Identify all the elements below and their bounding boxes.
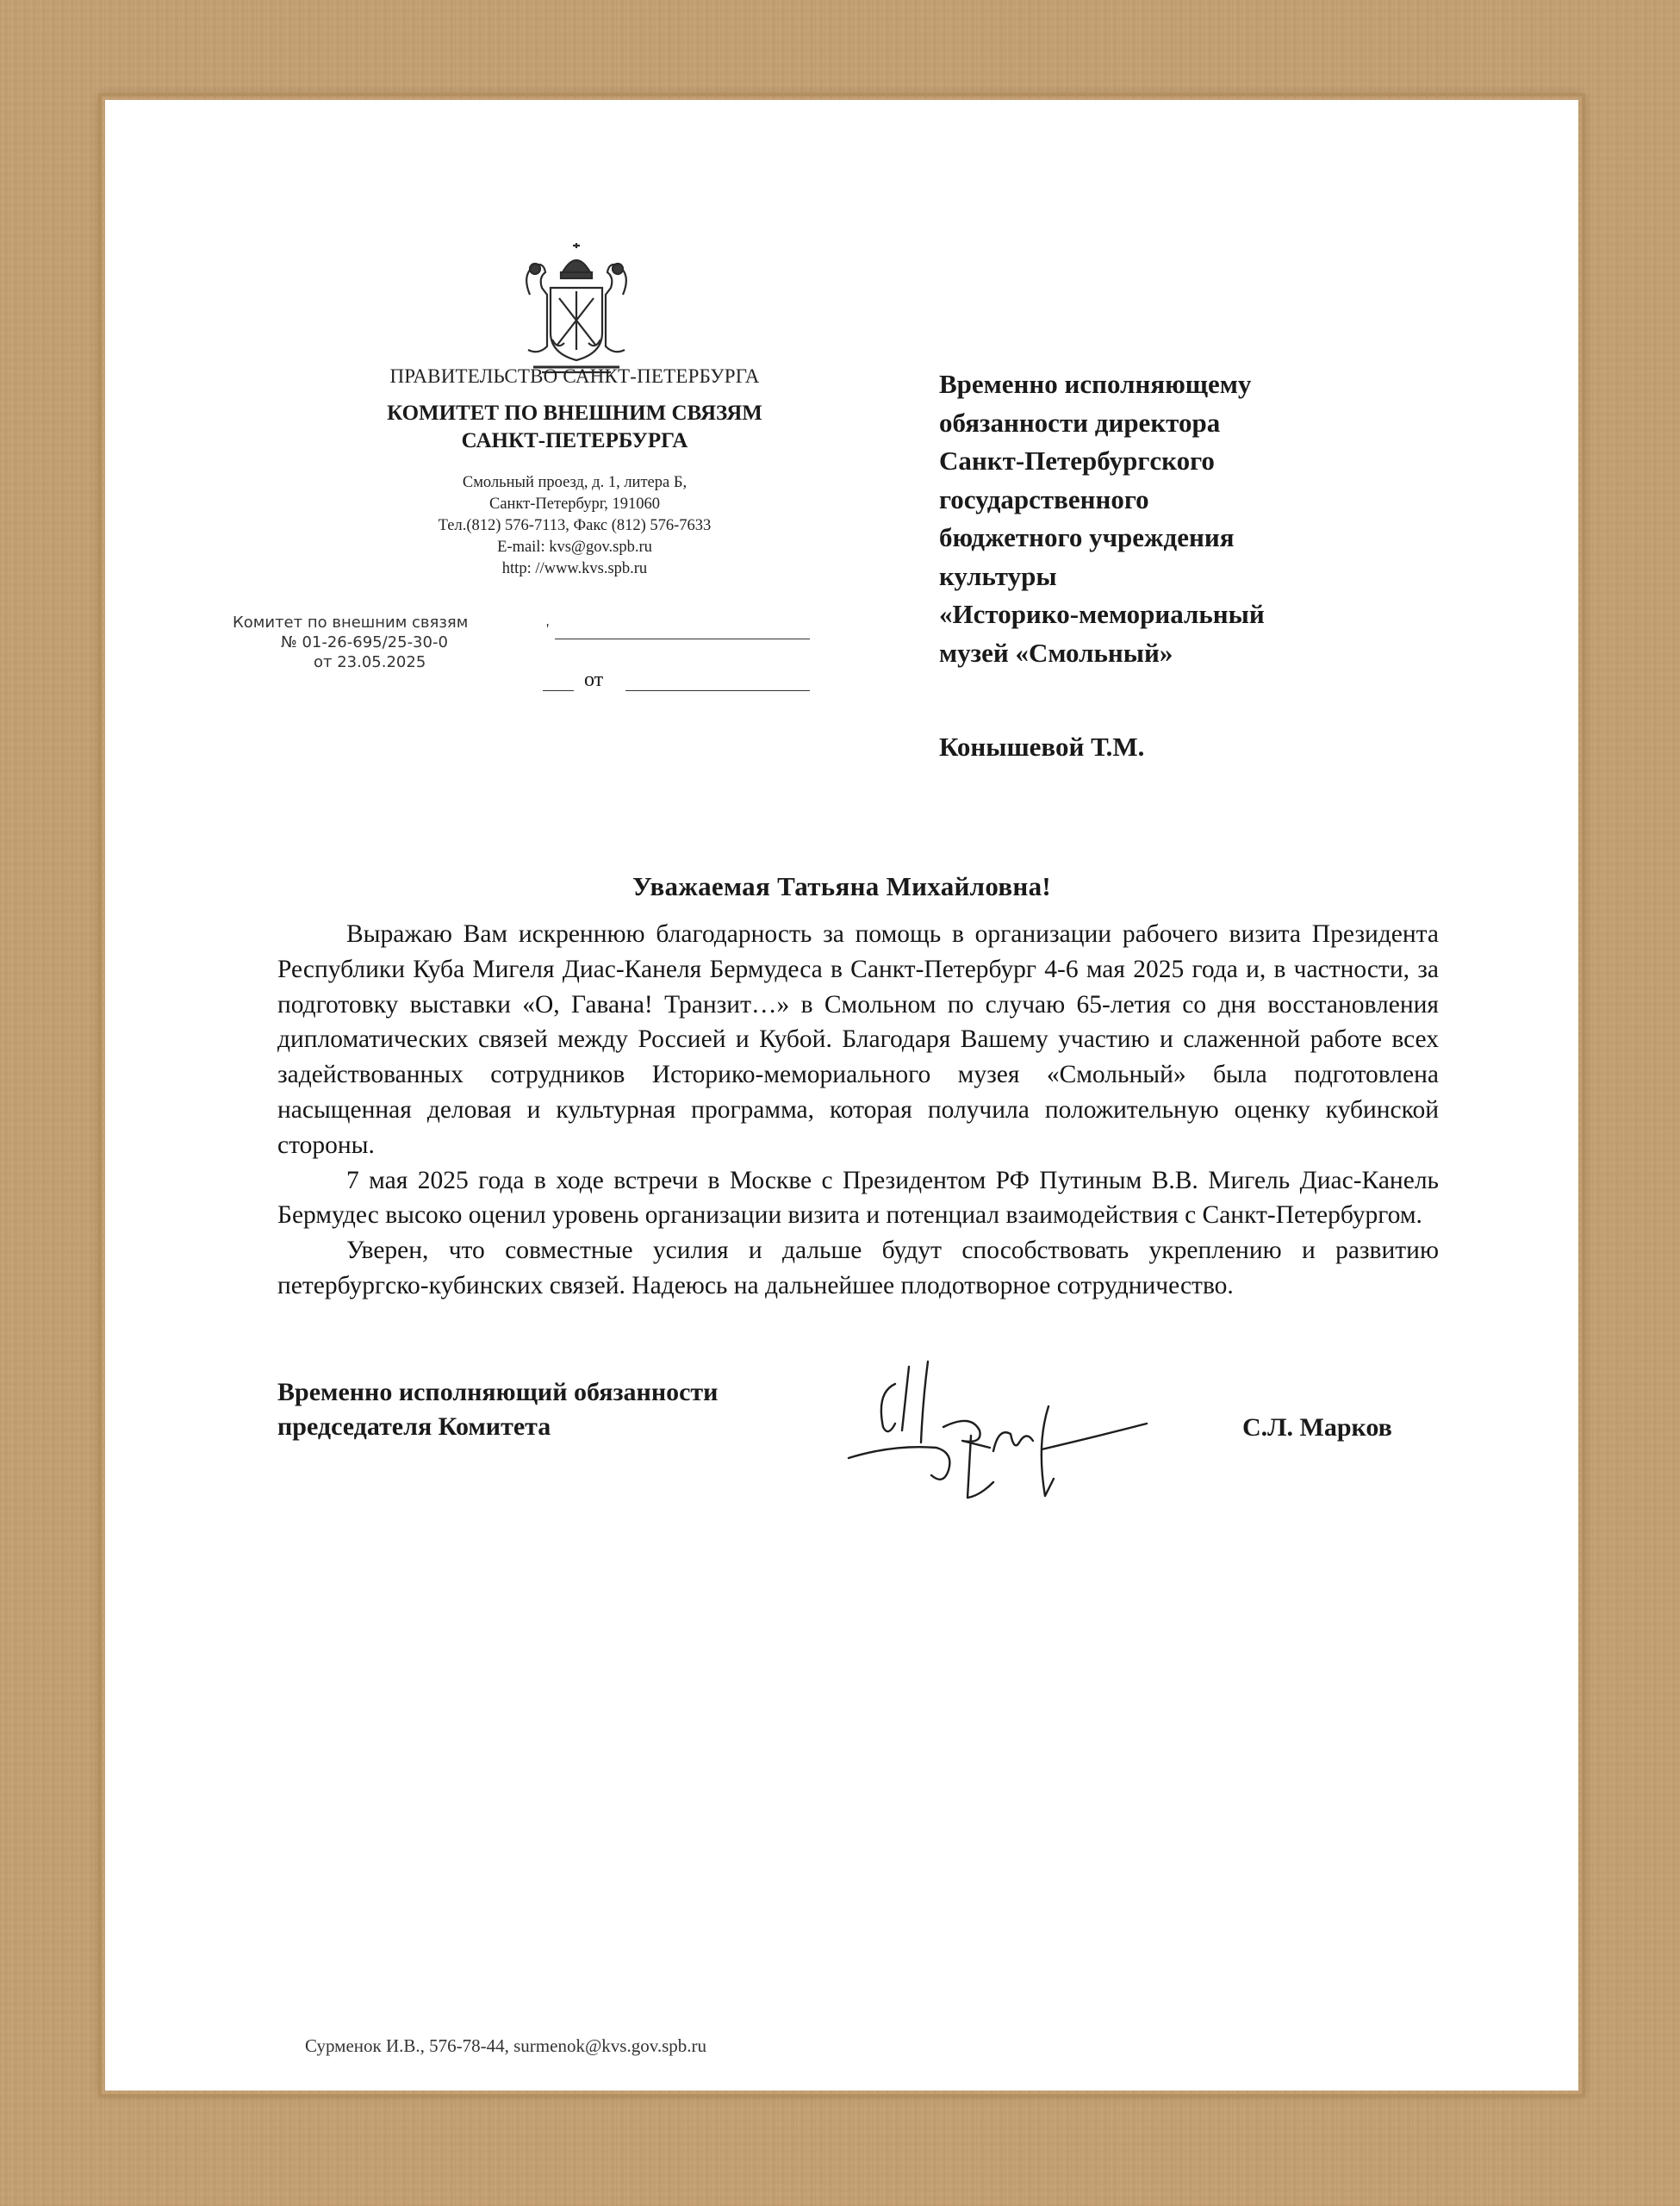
address-line: Смольный проезд, д. 1, литера Б, <box>462 474 688 491</box>
signatory-title <box>277 1375 880 1444</box>
body-paragraph: Уверен, что совместные усилия и дальше будут способствовать укреплению и развитию петербургско-кубинских связей. Надеюсь на дальнейшее плодотворное сотрудничество. <box>277 1237 1439 1299</box>
addressee-line: обязанности директора <box>939 407 1221 438</box>
stamp-date: от 23.05.2025 <box>314 653 426 671</box>
contact-details <box>303 472 846 580</box>
registration-stamp <box>233 613 560 672</box>
addressee-line: Санкт-Петербургского <box>939 446 1215 476</box>
st-petersburg-coat-of-arms-icon <box>513 243 640 381</box>
addressee-line: Временно исполняющему <box>939 369 1252 399</box>
addressee-line: государственного <box>939 483 1149 514</box>
committee-name <box>303 400 846 455</box>
addressee-name: Конышевой Т.М. <box>939 732 1145 762</box>
addressee-line: музей «Смольный» <box>939 637 1173 668</box>
signer-name: С.Л. Марков <box>1242 1413 1392 1442</box>
address-line: Санкт-Петербург, 191060 <box>488 495 661 513</box>
body-paragraph: 7 мая 2025 года в ходе встречи в Москве с Президентом РФ Путиным В.В. Мигель Диас-Канель Бермудес высоко оценил уровень организации визита и потенциал взаимодействия с Санкт-Петербургом. <box>277 1166 1439 1230</box>
addressee-block <box>939 365 1422 672</box>
stamp-line: Комитет по внешним связям <box>233 614 469 632</box>
handwritten-signature <box>842 1341 1169 1513</box>
tick-mark: ' <box>546 620 550 638</box>
phone-fax: Тел.(812) 576-7113, Факс (812) 576-7633 <box>438 517 712 534</box>
addressee-line: «Историко-мемориальный <box>939 599 1265 629</box>
letter-body <box>277 917 1439 1304</box>
letter-sheet <box>105 100 1578 2091</box>
signatory-title-line: Временно исполняющий обязанности <box>277 1378 719 1406</box>
committee-name-line: САНКТ-ПЕТЕРБУРГА <box>461 429 688 452</box>
salutation: Уважаемая Татьяна Михайловна! <box>632 871 1052 901</box>
addressee-line: бюджетного учреждения <box>939 522 1235 552</box>
government-name: ПРАВИТЕЛЬСТВО САНКТ-ПЕТЕРБУРГА <box>389 365 760 387</box>
signatory-title-line: председателя Комитета <box>277 1412 551 1441</box>
body-paragraph: Выражаю Вам искреннюю благодарность за помощь в организации рабочего визита Президента Республики Куба Мигеля Диас-Канеля Бермудеса в Санкт-Петербург 4-6 мая 2025 года и, в частности, за подготовку выставки «О, Гавана! Транзит…» в Смольном по случаю 65-летия со дня восстановления дипломатических связей между Россией и Кубой. Благодаря Вашему участию и слаженной работе всех задействованных сотрудников Историко-мемориального музея «Смольный» была подготовлена насыщенная деловая и культурная программа, которая получила положительную оценку кубинской стороны. <box>277 920 1439 1159</box>
date-label: от <box>584 669 604 691</box>
addressee-line: культуры <box>939 560 1057 591</box>
email-address: E-mail: kvs@gov.spb.ru <box>497 539 652 556</box>
executor-contact: Сурменок И.В., 576-78-44, surmenok@kvs.gov.spb.ru <box>305 2035 707 2056</box>
committee-name-line: КОМИТЕТ ПО ВНЕШНИМ СВЯЗЯМ <box>387 402 762 425</box>
reg-prefix-blank <box>543 690 574 691</box>
website-url: http: //www.kvs.spb.ru <box>501 560 648 577</box>
reg-date-blank <box>625 690 810 691</box>
stamp-number: № 01-26-695/25-30-0 <box>281 633 448 651</box>
